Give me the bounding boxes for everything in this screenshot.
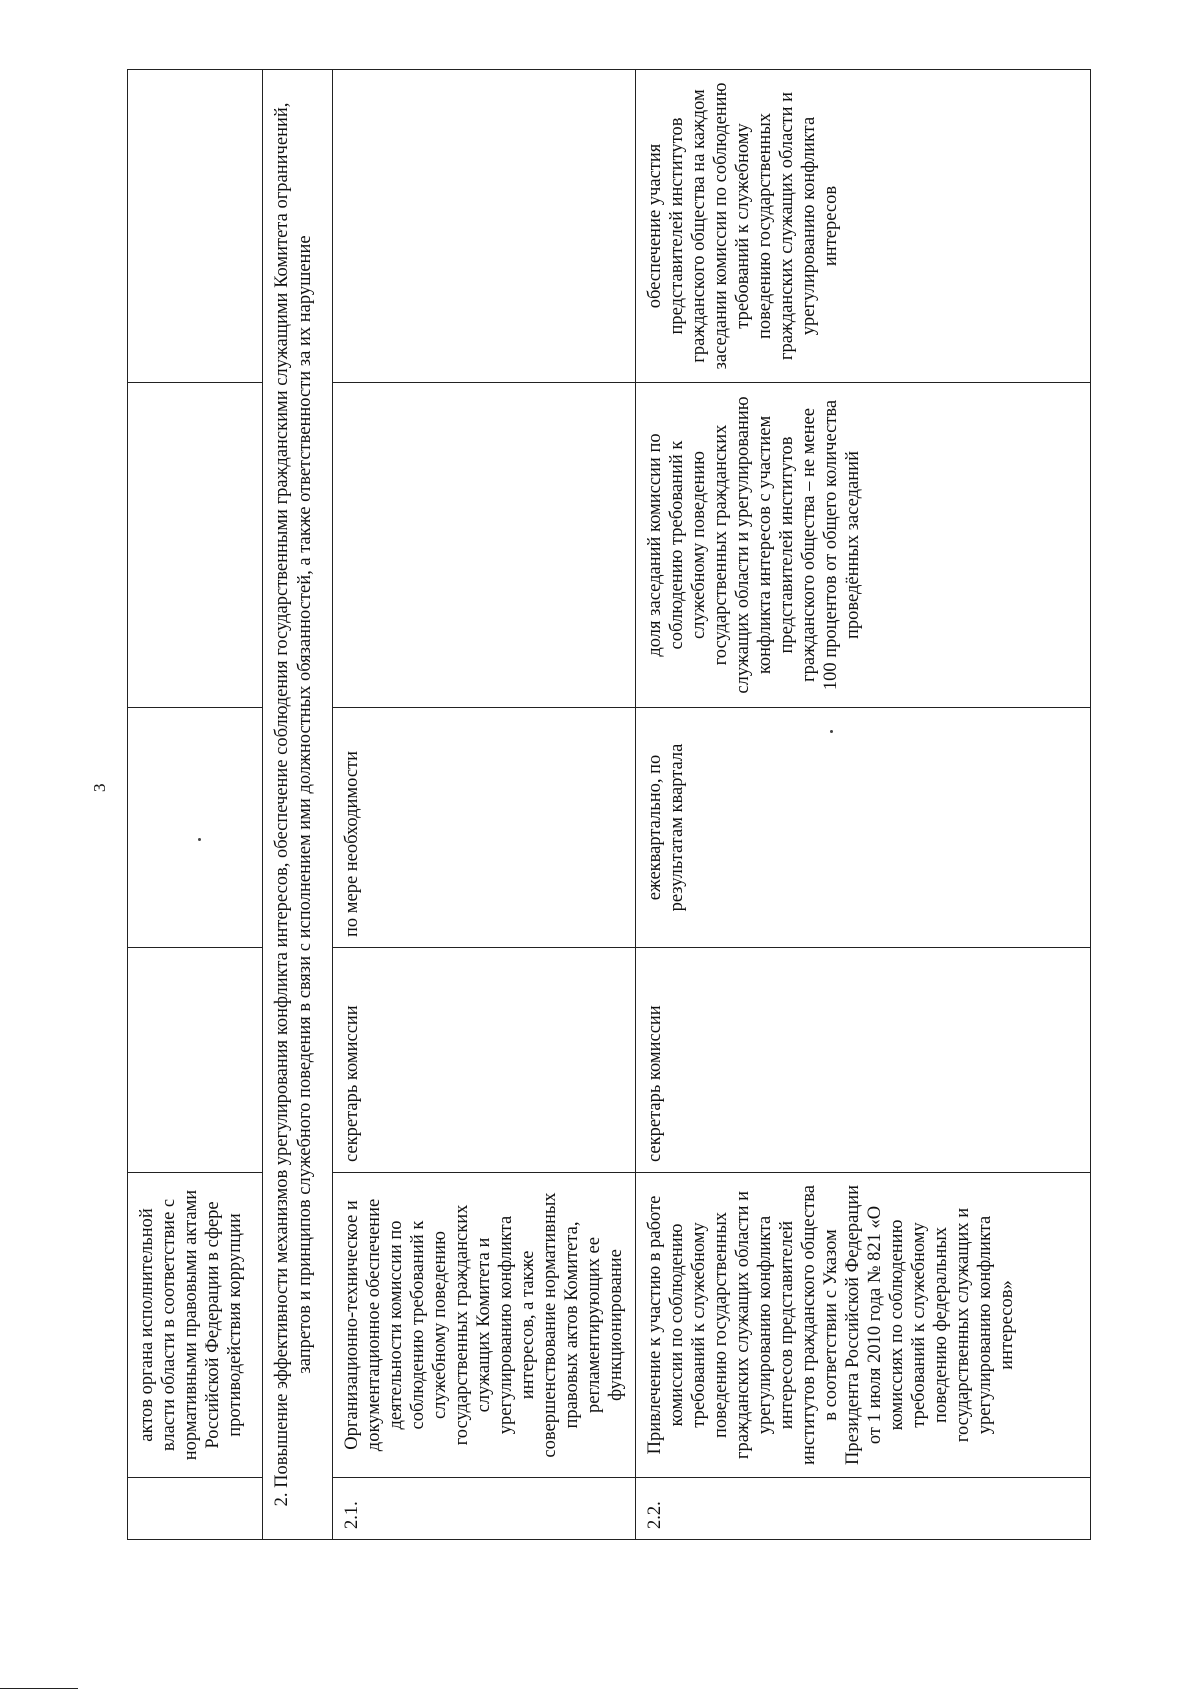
measure-cell: Привлечение к участию в работе комиссии по соблюдению требований к служебному поведению государственных гражданских служащих области и урегулированию конфликта интересов представителей институтов гражданского общества в соответствии с Указом Президента Российской Федерации от 1 июля 2010 года № 821 «О комиссиях по соблюдению требований к служебному поведению федеральных государственных служащих и урегулированию конфликта интересов» [636, 1173, 1091, 1478]
scan-speck [198, 838, 201, 841]
section-header-row [263, 70, 333, 1540]
scan-speck [830, 730, 833, 733]
row-number-cell: 2.1. [333, 1478, 636, 1540]
indicator-cell [128, 383, 263, 708]
deadline-cell: по мере необходимости [333, 708, 636, 948]
page-number: 3 [90, 783, 109, 792]
row-number-cell [128, 1478, 263, 1540]
scan-edge-line [0, 1688, 78, 1689]
plan-table [127, 69, 1091, 1540]
section-title: 2. Повышение эффективности механизмов урегулирования конфликта интересов, обеспечение соблюдения государственными гражданскими служащими Комитета ограничений, запретов и принципов служебного поведения в связи с исполнением ими должностных обязанностей, а также ответственности за их нарушение [263, 70, 333, 1540]
responsible-cell: секретарь комиссии [636, 948, 1091, 1173]
rotated-table-wrapper [127, 70, 1082, 1540]
indicator-cell [333, 383, 636, 708]
responsible-cell: секретарь комиссии [333, 948, 636, 1173]
result-cell [333, 70, 636, 383]
measure-cell: актов органа исполнительной власти области в соответствие с нормативными правовыми актами Российской Федерации в сфере противодействия коррупции [128, 1173, 263, 1478]
indicator-cell: доля заседаний комиссии по соблюдению требований к служебному поведению государственных гражданских служащих области и урегулированию конфликта интересов с участием представителей институтов гражданского общества – не менее 100 процентов от общего количества проведённых заседаний [636, 383, 1091, 708]
deadline-cell [128, 708, 263, 948]
table-row [333, 70, 636, 1540]
result-cell [128, 70, 263, 383]
result-cell: обеспечение участия представителей институтов гражданского общества на каждом заседании комиссии по соблюдению требований к служебному поведению государственных гражданских служащих области и урегулированию конфликта интересов [636, 70, 1091, 383]
deadline-cell: ежеквартально, по результатам квартала [636, 708, 1091, 948]
row-number-cell: 2.2. [636, 1478, 1091, 1540]
measure-cell: Организационно-техническое и документационное обеспечение деятельности комиссии по соблюдению требований к служебному поведению государственных гражданских служащих Комитета и урегулированию конфликта интересов, а также совершенствование нормативных правовых актов Комитета, регламентирующих ее функционирование [333, 1173, 636, 1478]
responsible-cell [128, 948, 263, 1173]
table-row [636, 70, 1091, 1540]
table-row-continued [128, 70, 263, 1540]
